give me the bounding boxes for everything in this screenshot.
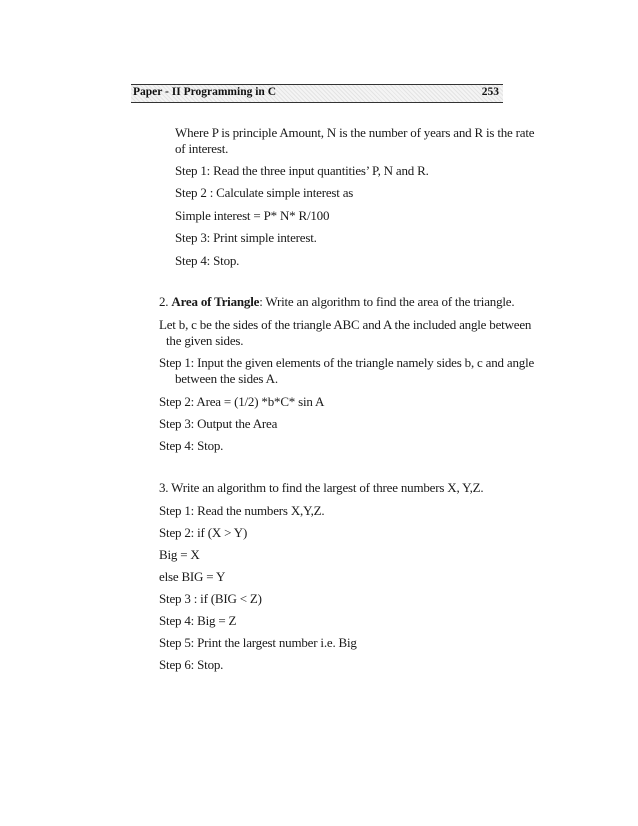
s2-intro-line-1: Let b, c be the sides of the triangle ABC and A the included angle between [159,317,532,332]
header-title: Paper - II Programming in C [133,86,276,98]
s2-step-1-line-1: Step 1: Input the given elements of the triangle namely sides b, c and angle [159,355,535,370]
s1-step-4: Step 4: Stop. [175,253,240,268]
s2-step-3: Step 3: Output the Area [159,416,278,431]
s3-heading: 3. Write an algorithm to find the largest of three numbers X, Y,Z. [159,480,484,495]
s3-step-2: Step 2: if (X > Y) [159,525,248,540]
s3-else-line: else BIG = Y [159,569,226,584]
where-line-1: Where P is principle Amount, N is the number of years and R is the rate [175,125,535,140]
s3-step-4: Step 4: Big = Z [159,613,237,628]
running-header [131,84,503,103]
s2-heading-number: 2. [159,294,172,309]
s2-heading [159,294,514,310]
s1-step-2: Step 2 : Calculate simple interest as [175,185,354,200]
s2-heading-bold: Area of Triangle [171,294,260,309]
s3-step-5: Step 5: Print the largest number i.e. Big [159,635,357,650]
s3-step-1: Step 1: Read the numbers X,Y,Z. [159,503,325,518]
s3-step-6: Step 6: Stop. [159,657,224,672]
s2-step-2: Step 2: Area = (1/2) *b*C* sin A [159,394,325,409]
s2-step-4: Step 4: Stop. [159,438,224,453]
s1-formula: Simple interest = P* N* R/100 [175,208,330,223]
s1-step-3: Step 3: Print simple interest. [175,230,317,245]
where-line-2: of interest. [175,141,229,156]
s1-step-1: Step 1: Read the three input quantities’ P, N and R. [175,163,429,178]
s3-step-3: Step 3 : if (BIG < Z) [159,591,262,606]
s2-intro-line-2: the given sides. [166,333,244,348]
s2-step-1-line-2: between the sides A. [175,371,278,386]
s2-heading-rest: : Write an algorithm to find the area of the triangle. [259,294,515,309]
page-number: 253 [481,86,499,98]
s3-big-x: Big = X [159,547,200,562]
